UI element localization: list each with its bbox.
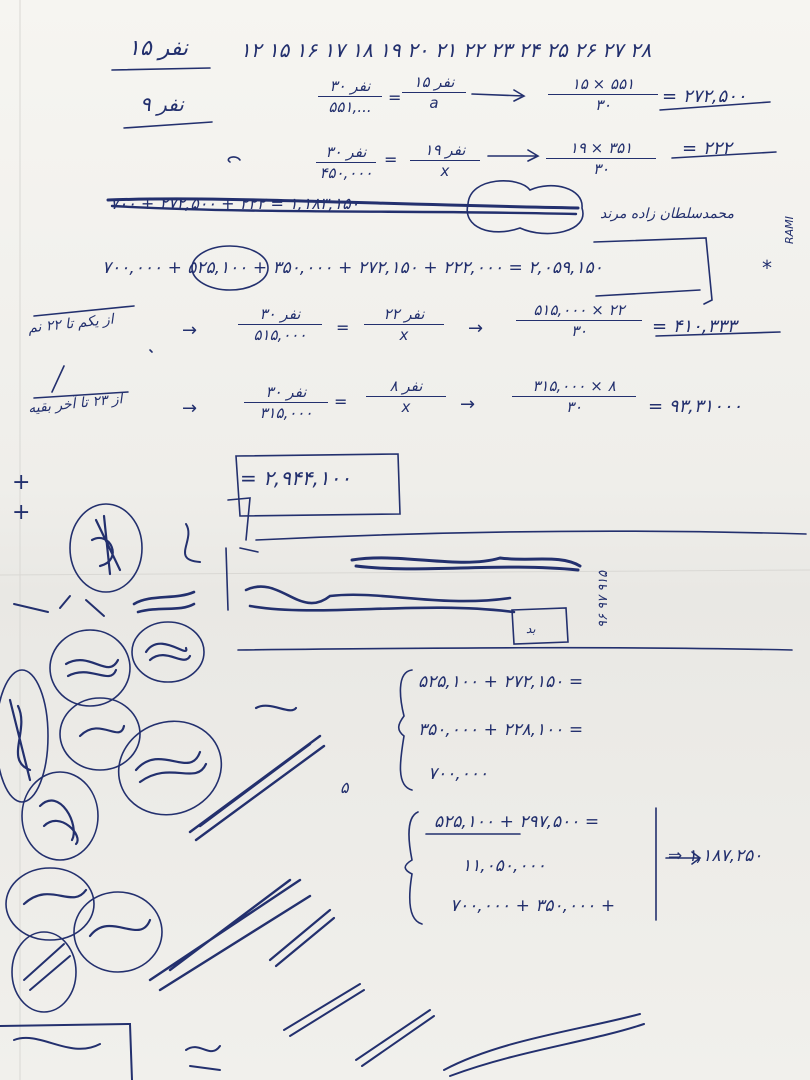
small-scribble-4 bbox=[185, 524, 200, 562]
group2-line3: ۷۰۰,۰۰۰ + ۳۵۰,۰۰۰ + bbox=[450, 896, 616, 916]
group1-line1: ۵۲۵,۱۰۰ + ۲۷۲,۱۵۰ = bbox=[418, 672, 584, 692]
scribble-corner-2 bbox=[186, 1046, 220, 1070]
row6-label: از یکم تا ۲۲ نم bbox=[27, 311, 115, 337]
oval-4-scribble bbox=[10, 700, 30, 780]
oval-5-scribble bbox=[80, 726, 124, 736]
small-loop bbox=[228, 157, 240, 162]
circle-term bbox=[192, 246, 268, 290]
calc3-fraction-c: ۵۱۵,۰۰۰ × ۲۲ ۳۰ bbox=[516, 300, 642, 341]
total-underline bbox=[596, 290, 700, 296]
slant-3 bbox=[270, 910, 334, 966]
scribble-row-2 bbox=[246, 587, 514, 612]
total-sum-line: ۷۰۰,۰۰۰ + ۵۲۵,۱۰۰ + ۳۵۰,۰۰۰ + ۲۷۲,۱۵۰ + ۲۲۲,۰۰۰ = ۲,۰۵۹,۱۵۰ bbox=[102, 258, 603, 278]
calc3-fraction-a: ۳۰ نفر ۵۱۵,۰۰۰ bbox=[238, 304, 322, 345]
small-box bbox=[512, 608, 568, 644]
oval-3 bbox=[132, 622, 204, 682]
margin-plus-bottom: + bbox=[12, 500, 31, 525]
oval-2 bbox=[50, 630, 130, 706]
oval-8-scribble bbox=[24, 890, 86, 904]
arrow-1 bbox=[472, 90, 524, 101]
calc3-fraction-b: ۲۲ نفر x bbox=[364, 304, 444, 345]
oval-10 bbox=[12, 932, 76, 1012]
divider-2 bbox=[238, 648, 792, 650]
oval-9 bbox=[74, 892, 162, 972]
calc1-fraction-b: ۱۵ نفر a bbox=[402, 72, 466, 113]
slash-mark bbox=[52, 366, 64, 392]
group2-line1: ۵۲۵,۱۰۰ + ۲۹۷,۵۰۰ = bbox=[434, 812, 600, 832]
arrow-2 bbox=[488, 150, 538, 161]
oval-7 bbox=[22, 772, 98, 860]
scribble-corner-1 bbox=[0, 1024, 132, 1080]
brace-1 bbox=[399, 670, 412, 790]
calc2-fraction-b: ۱۹ نفر x bbox=[410, 140, 480, 181]
calc2-fraction-a: ۳۰ نفر ۴۵۰,۰۰۰ bbox=[316, 142, 376, 183]
group2-line2: ۱۱,۰۵۰,۰۰۰ bbox=[462, 856, 546, 876]
oval-5 bbox=[60, 698, 140, 770]
label-underline bbox=[34, 306, 134, 316]
calc1-result: = ۲۷۲,۵۰۰ bbox=[662, 86, 747, 107]
calc2-fraction-c: ۱۹ × ۳۵۱ ۳۰ bbox=[546, 138, 656, 179]
margin-plus-top: + bbox=[12, 470, 31, 495]
slant-6 bbox=[444, 1014, 644, 1076]
group2-result: ⇒ ۱,۱۸۷,۲۵۰ bbox=[668, 846, 763, 866]
calc3-result: = ۴۱۰,۳۳۳ bbox=[652, 316, 737, 337]
scribble-row-3 bbox=[134, 592, 194, 612]
group1-line2: ۳۵۰,۰۰۰ + ۲۲۸,۱۰۰ = bbox=[418, 720, 584, 740]
underline-1 bbox=[112, 68, 210, 70]
small-mark: ۵ bbox=[340, 778, 349, 797]
slant-4 bbox=[284, 984, 364, 1036]
calc4-fraction-b: ۸ نفر x bbox=[366, 376, 446, 417]
underline-2 bbox=[124, 122, 212, 128]
oval-1-scribble bbox=[92, 516, 120, 574]
dot-mark bbox=[150, 350, 152, 352]
group1-line3: ۷۰۰,۰۰۰ bbox=[428, 764, 489, 784]
calc4-fraction-c: ۳۱۵,۰۰۰ × ۸ ۳۰ bbox=[512, 376, 636, 417]
result-underline-2 bbox=[672, 152, 776, 158]
row2-label: ۹ نفر bbox=[140, 92, 184, 116]
small-scribble-1 bbox=[256, 706, 296, 711]
calc4-fraction-a: ۳۰ نفر ۳۱۵,۰۰۰ bbox=[244, 382, 328, 423]
side-note-rami: RAMI bbox=[783, 216, 796, 244]
calc1-fraction-a: ۳۰ نفر ۵۵۱,... bbox=[318, 76, 382, 117]
name-note: محمدسلطان زاده مرند bbox=[600, 206, 734, 222]
result-underline-1 bbox=[660, 102, 770, 110]
group2-arrow bbox=[666, 852, 700, 864]
side-vertical-number: ۹۶ ۹۷ ۹۱۵ bbox=[596, 570, 611, 628]
slant-1 bbox=[190, 736, 324, 840]
small-scribble-2 bbox=[14, 596, 104, 616]
small-box-label: بد bbox=[526, 622, 536, 636]
oval-7-scribble bbox=[40, 801, 78, 844]
slant-2 bbox=[150, 880, 310, 990]
crossed-sum: ۷۰۰ + ۲۷۲,۵۰۰ + ۲۲۲ = ۱,۱۸۳,۱۵۰ bbox=[110, 194, 360, 213]
asterisk: * bbox=[762, 256, 772, 280]
number-sequence: ۱۲ ۱۵ ۱۶ ۱۷ ۱۸ ۱۹ ۲۰ ۲۱ ۲۲ ۲۳ ۲۴ ۲۵ ۲۶ ۲۷ ۲۸ bbox=[240, 38, 652, 62]
calc1-fraction-c: ۱۵ × ۵۵۱ ۳۰ bbox=[548, 74, 658, 115]
oval-2-scribble bbox=[66, 660, 118, 676]
row7-label: از ۲۳ تا آخر بقیه bbox=[27, 391, 124, 417]
scribble-row-1 bbox=[352, 558, 580, 570]
calc2-result: = ۲۲۲ bbox=[682, 138, 732, 159]
result-box bbox=[236, 454, 400, 516]
divider-1 bbox=[256, 531, 806, 540]
strike-1 bbox=[108, 199, 578, 208]
oval-9-scribble bbox=[90, 920, 150, 936]
header-label: ۱۵ نفر bbox=[128, 36, 189, 61]
slant-5 bbox=[356, 1010, 434, 1066]
notebook-page: ۱۵ نفر ۱۲ ۱۵ ۱۶ ۱۷ ۱۸ ۱۹ ۲۰ ۲۱ ۲۲ ۲۳ ۲۴ ۲۵ ۲۶ ۲۷ ۲۸ ۹ نفر ۳۰ نفر ۵۵۱,... = ۱۵ نفر a ۱۵ × ۵۵۱ ۳۰ = ۲۷۲,۵۰۰ ۳۰ نفر ۴۵۰,۰۰۰ = ۱۹ نفر x ۱۹ × ۳۵۱ ۳۰ = ۲۲۲ ۷۰۰ + ۲۷۲,۵۰۰ + ۲۲۲ = ۱,۱۸۳,۱۵۰ محمدسلطان زاده مرند ۷۰۰,۰۰۰ + ۵۲۵,۱۰۰ + ۳۵۰,۰۰۰ + ۲۷۲,۱۵۰ + ۲۲۲,۰۰۰ = ۲,۰۵۹,۱۵۰ * RAMI از یکم تا ۲۲ نم → ۳۰ نفر ۵۱۵,۰۰۰ = ۲۲ نفر x → ۵۱۵,۰۰۰ × ۲۲ ۳۰ = ۴۱۰,۳۳۳ از ۲۳ تا آخر بقیه → ۳۰ نفر ۳۱۵,۰۰۰ = ۸ نفر x → ۳۱۵,۰۰۰ × ۸ ۳۰ = ۹۳,۳۱۰۰۰ = ۲,۹۴۴,۱۰۰ + + ۹۶ ۹۷ ۹۱۵ بد ۵۲۵,۱۰۰ + ۲۷۲,۱۵۰ = ۳۵۰,۰۰۰ + ۲۲۸,۱۰۰ = ۷۰۰,۰۰۰ ۵ ۵۲۵,۱۰۰ + ۲۹۷,۵۰۰ = ۱۱,۰۵۰,۰۰۰ ۷۰۰,۰۰۰ + ۳۵۰,۰۰۰ + ⇒ ۱,۱۸۷,۲۵۰ bbox=[0, 0, 810, 1080]
boxed-result: = ۲,۹۴۴,۱۰۰ bbox=[240, 466, 352, 490]
oval-6-scribble bbox=[136, 752, 206, 782]
oval-1 bbox=[70, 504, 142, 592]
oval-4 bbox=[0, 670, 48, 802]
small-scribble-3 bbox=[226, 548, 228, 610]
oval-3-scribble bbox=[146, 644, 190, 660]
box-tick-2 bbox=[240, 548, 258, 552]
bracket-right bbox=[594, 238, 712, 304]
calc4-result: = ۹۳,۳۱۰۰۰ bbox=[648, 396, 743, 417]
result-underline-3 bbox=[656, 332, 780, 336]
brace-2 bbox=[405, 812, 422, 924]
label-underline-2 bbox=[34, 392, 128, 398]
oval-10-scribble bbox=[24, 944, 70, 990]
oval-8 bbox=[6, 868, 94, 940]
